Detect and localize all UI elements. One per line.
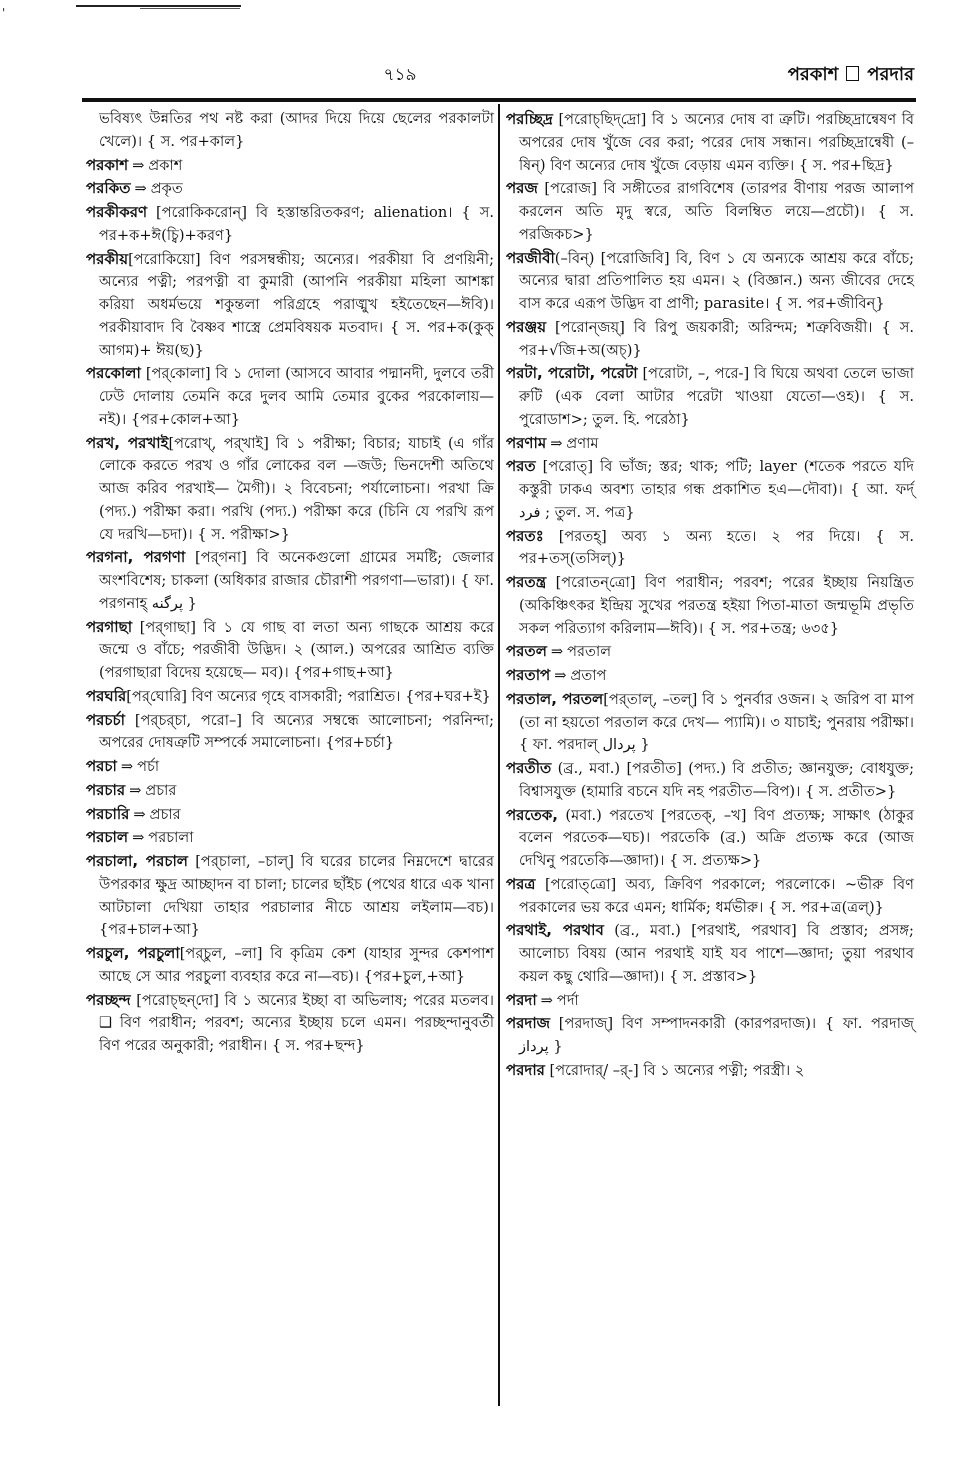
- headword: পরকোলা: [86, 364, 141, 383]
- dictionary-entry: [506, 804, 914, 873]
- entry-definition: [পরোকিয়ো] বিণ পরসম্বন্ধীয়; অন্যের। পরকীয়া বি প্রণয়িনী; অন্যের পত্নী; পরপত্নী বা কুমারী (আপনি পরকীয়া মহিলা আশঙ্কা করিয়া অধর্মভয়ে শকুন্তলা পরিগ্রহে পরাঙ্মুখ হইতেছেন—ঈবি)। পরকীয়াবাদ বি বৈষ্ণব শাস্ত্রে প্রেমবিষয়ক মতবাদ। { স. পর+ক(কুক্ আগম)+ ঈয়(ছ)}: [99, 250, 494, 359]
- dictionary-entry: [506, 688, 914, 757]
- dictionary-entry: [506, 1059, 914, 1083]
- entry-definition: [পর্‌গনা] বি অনেকগুলো গ্রামের সমষ্টি; জেলার অংশবিশেষ; চাকলা (অধিকার রাজার চৌরাশী পরগণা—ভারা)। { ফা. পরগনাহ্ پرگنه }: [99, 549, 495, 612]
- dictionary-entry: [506, 316, 914, 363]
- cross-reference-entry: [506, 640, 914, 664]
- header-rule: [82, 98, 916, 102]
- guide-separator-box-icon: [846, 66, 859, 81]
- dictionary-entry: [506, 873, 914, 920]
- entry-definition: [পরোটা, –, পরে-] বি ঘিয়ে অথবা তেলে ভাজা রুটি (এক বেলা আটার পরেটা খাওয়া যেতো—ওহ)। { স. পুরোডাশ>; তুল. হি. পরেঠা}: [519, 365, 914, 428]
- cross-reference-target: প্রচার: [145, 781, 177, 799]
- entry-definition: [পরোচ্‌ছিদ্‌দ্রো] বি ১ অন্যের দোষ বা ত্রুটি। পরচ্ছিদ্রান্বেষণ বি অপরের দোষ খুঁজে বের করা; পরের দোষ সন্ধান। পরচ্ছিদ্রান্বেষী (–ষিন্) বিণ অন্যের দোষ খুঁজে বেড়ায় এমন ব্যক্তি। { স. পর+ছিদ্র}: [519, 111, 914, 174]
- dictionary-entry: [506, 247, 914, 316]
- entry-definition: [পরোন্‌জয়্] বি রিপু জয়কারী; অরিন্দম; শত্রুবিজয়ী। { স. পর+√জি+অ(অচ্)}: [519, 318, 914, 359]
- headword: পরচা: [86, 757, 117, 775]
- right-column: [506, 108, 914, 1083]
- entry-definition: [পর্‌গাছা] বি ১ যে গাছ বা লতা অন্য গাছকে আশ্রয় করে জন্মে ও বাঁচে; পরজীবী উদ্ভিদ। ২ (আল.) অপরের আশ্রিত ব্যক্তি (পরগাছারা বিদেয় হয়েছে— মব)। {পর+গাছ+আ}: [99, 618, 494, 681]
- see-arrow-icon: ⇒: [554, 667, 567, 684]
- dictionary-entry: [506, 362, 914, 431]
- dictionary-entry: [506, 919, 914, 988]
- entry-definition: [পর্‌কোলা] বি ১ দোলা (আসবে আবার পদ্মানদী, দুলবে তরী ঢেউ দোলায় তেমনি করে দুলব আমি তেমার বুকের পরকোলায়— নই)। {পর+কোল+আ}: [99, 365, 494, 428]
- cross-reference-entry: [506, 664, 914, 688]
- cross-reference-target: প্রণাম: [566, 434, 599, 452]
- page-number: ৭১৯: [383, 65, 417, 85]
- dictionary-entry: [86, 362, 494, 431]
- entry-definition: [পর্‌চুল, –লা] বি কৃত্রিম কেশ (যাহার সুন্দর কেশপাশ আছে সে আর পরচুলা ব্যবহার করে না—বচ)। {পর+চুল,+আ}: [99, 945, 494, 985]
- headword: পরচার: [86, 780, 126, 799]
- headword: পরতেক,: [506, 805, 558, 824]
- see-arrow-icon: ⇒: [550, 643, 564, 661]
- entry-definition: (মবা.) পরতেখ [পরতেক্, –খ] বিণ প্রত্যক্ষ; সাক্ষাৎ (ঠাকুর বলেন পরতেক—ঘচ)। পরতেকি (ব্র.) অক্রি প্রত্যক্ষ করে (আজ দেখিনু পরতেকি—জ্ঞাদা)। { স. প্রত্যক্ষ>}: [519, 806, 914, 869]
- entry-definition: [পরোচ্‌ছন্‌দো] বি ১ অন্যের ইচ্ছা বা অভিলাষ; পরের মতলব। ❑ বিণ পরাধীন; পরবশ; অন্যের ইচ্ছায় চলে এমন। পরচ্ছন্দানুবর্তী বিণ পরের অনুকারী; পরাধীন। { স. পর+ছন্দ}: [99, 991, 494, 1054]
- entry-definition: (ব্র., মবা.) [পরথাই, পরথাব] বি প্রস্তাব; প্রসঙ্গ; আলোচ্য বিষয় (আন পরথাই যাই যব পাশে—জ্ঞাদা; তুয়া পরথাব কয়ল কছু থোরি—জ্ঞাদা)। { স. প্রস্তাব>}: [519, 922, 914, 985]
- headword: পরঘরি: [86, 686, 127, 705]
- dictionary-entry: [86, 942, 494, 989]
- cross-reference-entry: [86, 154, 494, 178]
- dictionary-entry: [86, 685, 494, 709]
- headword: পরকাশ: [86, 155, 129, 174]
- dictionary-entry: [506, 757, 914, 804]
- cross-reference-entry: [86, 779, 494, 803]
- scan-artifact-mark: ': [2, 6, 6, 20]
- headword: পরচ্ছন্দ: [86, 990, 131, 1009]
- cross-reference-target: পর্চা: [137, 758, 160, 775]
- dictionary-entry: [506, 1012, 914, 1059]
- see-arrow-icon: ⇒: [540, 991, 553, 1009]
- entry-definition: [পর্‌চালা, –চাল্] বি ঘরের চালের নিম্নদেশে দ্বারের উপরকার ক্ষুদ্র আচ্ছাদন বা চালা; চালের ছাঁইচ (পথের ধারে এক খানা আটচালা দেখিয়া তাহার পরচালার নীচে আশ্রয় লইলাম—বচ)। {পর+চাল+আ}: [99, 853, 494, 939]
- dictionary-entry: [86, 989, 494, 1058]
- cross-reference-entry: [86, 177, 494, 201]
- entry-definition: [পরোদার্/ –র্-] বি ১ অন্যের পত্নী; পরস্ত্রী। ২: [544, 1061, 805, 1079]
- entry-definition: [পরোজ] বি সঙ্গীতের রাগবিশেষ (তারপর বীণায় পরজ আলাপ করলেন অতি মৃদু স্বরে, অতি বিলম্বিত লয়ে—প্রচৌ)। { স. পরজিকচ>}: [519, 180, 914, 243]
- entry-definition: [পরোত্] বি ভাঁজ; স্তর; থাক; পটি; layer (শতেক পরতে যদি কস্তুরী ঢাকএ অবশ্য তাহার গন্ধ প্রকাশিত হএ—দৌবা)। { আ. ফর্দ্ فرد ; তুল. স. পত্র}: [519, 458, 914, 521]
- headword: পরখ, পরখাই: [86, 433, 169, 452]
- headword: পরচ্ছিদ্র: [506, 110, 553, 128]
- dictionary-entry: [86, 432, 494, 547]
- dictionary-entry: [86, 248, 494, 363]
- cross-reference-entry: [86, 755, 494, 779]
- entry-definition: (ব্র., মবা.) [পরতীত] (পদ্য.) বি প্রতীত; জ্ঞানযুক্ত; বোধযুক্ত; বিশ্বাসযুক্ত (হামারি বচনে যদি নহ পরতীত—বিপ)। { স. প্রতীত>}: [519, 760, 914, 800]
- cross-reference-target: পরচালা: [148, 829, 194, 847]
- guide-word-last: পরদার: [867, 64, 914, 85]
- headword: পরদাজ: [506, 1014, 551, 1033]
- headword: পরজীবী: [506, 248, 555, 267]
- headword: পরণাম: [506, 433, 547, 452]
- dictionary-entry: [506, 108, 914, 177]
- headword: পরচর্চা: [86, 710, 125, 729]
- entry-definition: [পরোকিকরোন্] বি হস্তান্তরিতকরণ; alienation। { স. পর+ক+ঈ(চ্বি)+করণ}: [99, 204, 494, 244]
- headword: পরটা, পরোটা, পরেটা: [506, 364, 638, 383]
- headword: পরগাছা: [86, 617, 133, 636]
- headword: পরতাল, পরতল: [506, 689, 604, 708]
- see-arrow-icon: ⇒: [550, 434, 563, 452]
- entry-definition: [পরোখ্, পর্‌খাই] বি ১ পরীক্ষা; বিচার; যাচাই (এ গাঁর লোকে করতে পরখ ও গাঁর লোকের বল —জউ; ভিনদেশী অতিথে আজ করিব পরখাই— মৈগী)। ২ বিবেচনা; পর্যালোচনা। পরখা ক্রি (পদ্য.) পরীক্ষা করা। পরখি (পদ্য.) পরীক্ষা করে (চিনি যে পরখি রূপ যে দরখি—চদা)। { স. পরীক্ষা>}: [99, 434, 495, 543]
- headword: পরচারি: [86, 804, 130, 823]
- entry-definition: [পর্‌ঘোরি] বিণ অন্যের গৃহে বাসকারী; পরাশ্রিত। {পর+ঘর+ই}: [126, 687, 491, 705]
- guide-words: [788, 60, 914, 91]
- headword: পরকীকরণ: [86, 203, 148, 221]
- dictionary-entry: [506, 571, 914, 640]
- cross-reference-entry: [506, 432, 914, 456]
- guide-word-first: পরকাশ: [787, 64, 839, 85]
- cross-reference-entry: [86, 826, 494, 850]
- headword: পরচালা, পরচাল: [86, 852, 188, 870]
- headword: পরত্র: [506, 874, 536, 893]
- headword: পরত: [506, 457, 536, 476]
- dictionary-entry: [506, 525, 914, 572]
- cross-reference-target: পর্দা: [556, 991, 579, 1009]
- cross-reference-target: পরতাল: [567, 643, 612, 661]
- dictionary-entry: [506, 177, 914, 246]
- headword: পরতাপ: [506, 666, 551, 684]
- see-arrow-icon: ⇒: [120, 758, 134, 775]
- dictionary-entry: [86, 850, 494, 942]
- headword: পরজ: [506, 179, 538, 198]
- dictionary-entry: [86, 616, 494, 685]
- entry-definition: [পরতহ্] অব্য ১ অন্য হতে। ২ পর দিয়ে। { স. পর+তস্(তসিল্)}: [519, 527, 914, 568]
- see-arrow-icon: ⇒: [129, 781, 142, 799]
- entry-definition: [পর্‌চর্‌চা, পরো–] বি অন্যের সম্বন্ধে আলোচনা; পরনিন্দা; অপরের দোষত্রুটি সম্পর্কে সমালোচনা। {পর+চর্চা}: [99, 711, 494, 752]
- headword: পরদা: [506, 990, 537, 1009]
- headword: পরকীয়: [86, 249, 129, 268]
- dictionary-entry: [86, 709, 494, 756]
- cross-reference-target: প্রচার: [149, 805, 181, 823]
- see-arrow-icon: ⇒: [134, 180, 147, 198]
- left-column: [86, 108, 494, 1058]
- entry-definition: (–বিন্) [পরোজিবি] বি, বিণ ১ যে অন্যকে আশ্রয় করে বাঁচে; অন্যের দ্বারা প্রতিপালিত হয় এমন। ২ (বিজ্ঞান.) অন্য জীবের দেহে বাস করে এরূপ উদ্ভিদ বা প্রাণী; parasite। { স. পর+জীবিন্}: [519, 249, 914, 312]
- headword: পরতীত: [506, 759, 552, 777]
- headword: পরতল: [506, 642, 547, 661]
- column-divider: [498, 104, 500, 1406]
- headword: পরথাই, পরথাব: [506, 921, 604, 940]
- entry-definition: [পর্‌তাল্, –তল্] বি ১ পুনর্বার ওজন। ২ জরিপ বা মাপ (তা না হয়তো পরতাল করে দেখ— প্যামি)। ৩ যাচাই; পুনরায় পরীক্ষা। { ফা. পরদাল্ پردال }: [519, 690, 915, 754]
- see-arrow-icon: ⇒: [132, 829, 145, 847]
- headword: পরচুল, পরচুলা: [86, 944, 180, 962]
- scan-artifact-line: [76, 5, 241, 7]
- headword: পরদার: [506, 1060, 545, 1079]
- dictionary-entry: [86, 108, 494, 154]
- entry-definition: [পরোতন্‌ত্রো] বিণ পরাধীন; পরবশ; পরের ইচ্ছায় নিয়ন্ত্রিত (অকিঞ্চিৎকর ইন্দ্রিয় সুখের পরতন্ত্র হইয়া পিতা-মাতা জন্মভূমি প্রভৃতি সকল পরিত্যাগ করিলাম—ঈবি)। { স. পর+তন্ত্র; ৬৩৫}: [519, 574, 914, 637]
- headword: পরচাল: [86, 828, 129, 847]
- entry-definition: [পরদাজ্] বিণ সম্পাদনকারী (কারপরদাজ)। { ফা. পরদাজ্ پرداز }: [519, 1015, 914, 1055]
- scan-artifact-line: [140, 8, 240, 9]
- cross-reference-target: প্রতাপ: [570, 667, 607, 684]
- cross-reference-target: প্রকাশ: [148, 156, 183, 174]
- headword: পরগনা, পরগণা: [86, 548, 186, 567]
- headword: পরকিত: [86, 179, 131, 198]
- dictionary-entry: [86, 201, 494, 248]
- headword: পরতন্ত্র: [506, 573, 547, 591]
- cross-reference-entry: [86, 803, 494, 827]
- entry-definition: [পরোত্‌ত্রো] অব্য, ক্রিবিণ পরকালে; পরলোকে। ~ভীরু বিণ পরকালের ভয় করে এমন; ধার্মিক; ধর্মভীরু। { স. পর+ত্র(ত্রল্)}: [519, 875, 914, 916]
- dictionary-entry: [506, 455, 914, 524]
- see-arrow-icon: ⇒: [132, 156, 145, 174]
- headword: পরঞ্জয়: [506, 317, 547, 336]
- see-arrow-icon: ⇒: [133, 805, 146, 823]
- cross-reference-entry: [506, 989, 914, 1013]
- dictionary-entry: [86, 546, 494, 615]
- headword: পরতঃ: [506, 526, 544, 545]
- entry-continuation-text: ভবিষ্যৎ উন্নতির পথ নষ্ট করা (আদর দিয়ে দিয়ে ছেলের পরকালটা খেলে)। { স. পর+কাল}: [99, 110, 494, 150]
- cross-reference-target: প্রকৃত: [150, 180, 183, 198]
